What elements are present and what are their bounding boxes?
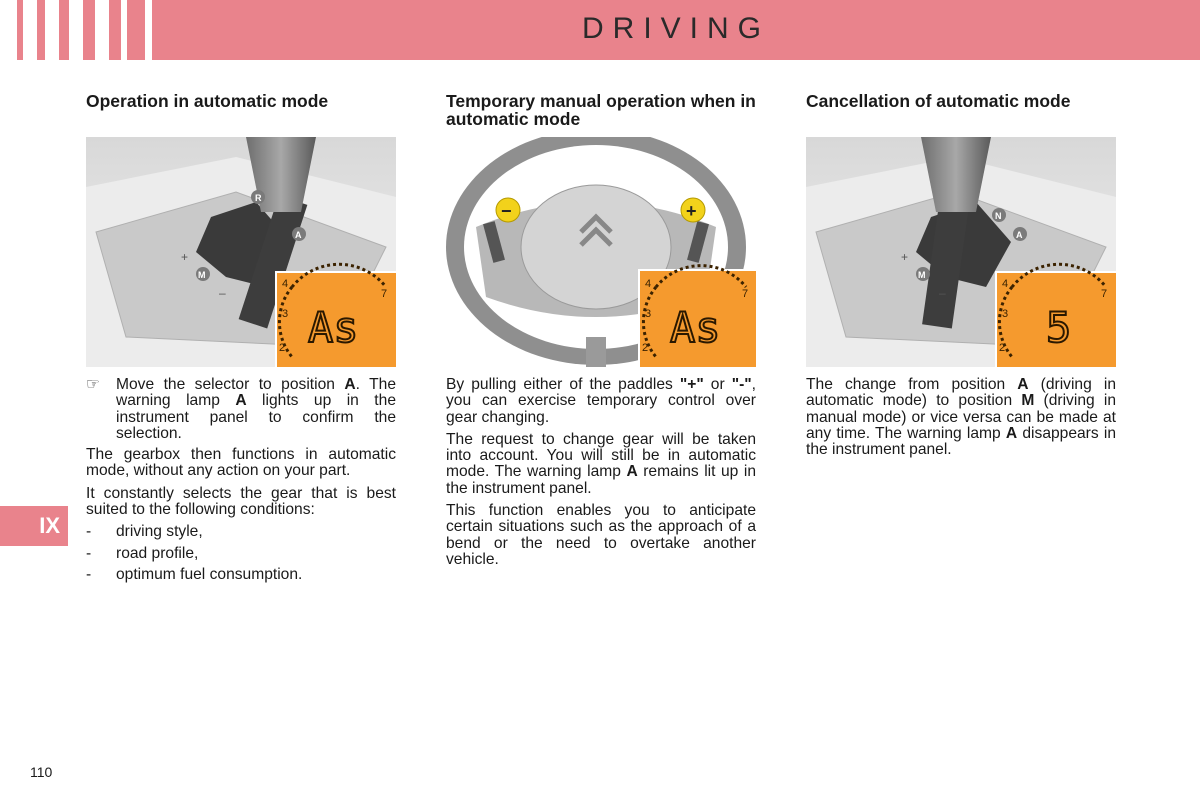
paddle-plus-label: + [686, 201, 697, 221]
gear-selector-figure-manual [806, 137, 1116, 367]
selector-label-minus: – [939, 286, 946, 300]
display-text: As [308, 303, 359, 352]
header-stripe [83, 0, 95, 60]
page-header [0, 0, 1200, 60]
dial-label-4: 4 [1002, 278, 1009, 290]
bullet-text: Move the selector to position A. The warning lamp A lights up in the instrument panel to confirm the selection. [116, 376, 396, 442]
selector-label-r: R [255, 193, 262, 203]
dial-label-3: 3 [645, 308, 652, 320]
dial-label-7: 7 [742, 288, 749, 300]
dial-label-2: 2 [642, 342, 649, 354]
selector-label-plus: + [901, 250, 909, 264]
selector-label-m: M [918, 270, 926, 280]
chapter-tab: IX [0, 506, 68, 546]
paragraph: This function enables you to anticipate certain situations such as the approach of a bend or the need to overtake another vehicle. [446, 502, 756, 568]
dial-label-4: 4 [645, 278, 652, 290]
paragraph: By pulling either of the paddles "+" or "-", you can exercise temporary control over gear changing. [446, 376, 757, 426]
header-stripe [109, 0, 121, 60]
paragraph: The request to change gear will be taken into account. You will still be in automatic mode. The warning lamp A remains lit up in the instrument panel. [446, 430, 756, 497]
steering-wheel-figure [446, 137, 756, 367]
list-item: - road profile, [86, 544, 199, 562]
section-1-text [86, 377, 396, 588]
selector-label-plus: + [181, 250, 189, 264]
section-heading: Temporary manual operation when in automatic mode [446, 91, 756, 129]
section-heading: Operation in automatic mode [86, 91, 329, 111]
list-item: - optimum fuel consumption. [86, 565, 303, 583]
section-2-text [446, 377, 756, 574]
header-stripe [37, 0, 45, 60]
display-text: 5 [1046, 303, 1072, 352]
dial-label-2: 2 [279, 342, 286, 354]
page-title: DRIVING [581, 12, 770, 45]
dial-label-7: 7 [1101, 288, 1108, 300]
section-temporary-manual [446, 92, 756, 128]
paragraph: The change from position A (driving in automatic mode) to position M (driving in manual mode) or vice versa can be made at any time. The warning lamp A disappears in the instrument panel. [806, 376, 1117, 459]
dial-label-3: 3 [1002, 308, 1009, 320]
gear-selector-illustration [86, 137, 396, 367]
section-3-text [806, 377, 1116, 464]
header-stripe [17, 0, 23, 60]
selector-label-n: N [995, 211, 1002, 221]
selector-label-m: M [198, 270, 206, 280]
dial-label-3: 3 [282, 308, 289, 320]
display-text: As [670, 303, 721, 352]
gear-selector-figure [86, 137, 396, 367]
page-number: 110 [30, 764, 53, 780]
dial-label-7: 7 [381, 288, 388, 300]
pointer-icon: ☞ [86, 376, 100, 393]
gear-selector-manual-illustration [806, 137, 1116, 367]
section-heading: Cancellation of automatic mode [806, 91, 1071, 111]
steering-wheel-illustration [446, 137, 756, 367]
section-cancellation [806, 92, 1116, 110]
paragraph: It constantly selects the gear that is best suited to the following conditions: [86, 484, 396, 519]
bullet-instruction [86, 377, 396, 442]
dial-label-2: 2 [999, 342, 1006, 354]
selector-label-a: A [1016, 230, 1023, 240]
section-automatic-mode [86, 92, 396, 110]
dial-label-4: 4 [282, 278, 289, 290]
list-item: - driving style, [86, 523, 203, 541]
paddle-minus-label: − [501, 201, 512, 221]
paragraph: The gearbox then functions in automatic mode, without any action on your part. [86, 446, 396, 480]
selector-label-a: A [295, 230, 302, 240]
header-stripe [59, 0, 69, 60]
header-stripe [127, 0, 145, 60]
selector-label-minus: – [219, 286, 226, 300]
